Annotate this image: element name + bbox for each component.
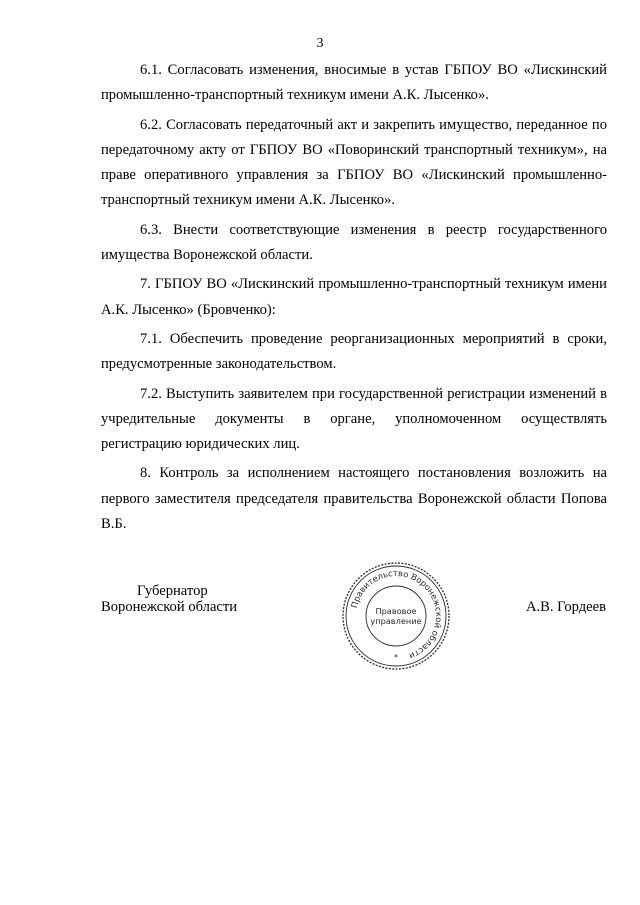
paragraph-7-1: 7.1. Обеспечить проведение реорганизационных мероприятий в сроки, предусмотренные законодательством. (101, 330, 607, 373)
paragraph-7-2: 7.2. Выступить заявителем при государственной регистрации изменений в учредительные документы в органе, уполномоченном осуществлять регистрацию юридических лиц. (101, 385, 607, 453)
page-number: 3 (316, 36, 324, 51)
signer-position-line1: Губернатор (137, 583, 208, 599)
stamp-inner-line1: Правовое (375, 606, 417, 616)
paragraph-7: 7. ГБПОУ ВО «Лискинский промышленно-транспортный техникум имени А.К. Лысенко» (Бровченко): (101, 276, 607, 318)
signer-name: А.В. Гордеев (525, 599, 606, 615)
stamp-star: * (394, 653, 398, 662)
stamp-inner-line2: управление (370, 616, 422, 626)
official-stamp (340, 560, 452, 672)
signer-position-line2: Воронежской области (101, 599, 238, 615)
stamp-outer-text-span: Правительство Воронежской области (348, 567, 445, 662)
paragraph-6-3: 6.3. Внести соответствующие изменения в реестр государственного имущества Воронежской области. (101, 221, 607, 264)
paragraph-8: 8. Контроль за исполнением настоящего постановления возложить на первого заместителя председателя правительства Воронежской области Попова В.Б. (101, 465, 607, 533)
paragraph-6-1: 6.1. Согласовать изменения, вносимые в устав ГБПОУ ВО «Лискинский промышленно-транспортный техникум имени А.К. Лысенко». (101, 62, 607, 104)
paragraph-6-2: 6.2. Согласовать передаточный акт и закрепить имущество, переданное по передаточному акту от ГБПОУ ВО «Поворинский транспортный техникум», на праве оперативного управления за ГБПОУ ВО «Лискинский промышленно-транспортный техникум имени А.К. Лысенко». (101, 116, 607, 209)
